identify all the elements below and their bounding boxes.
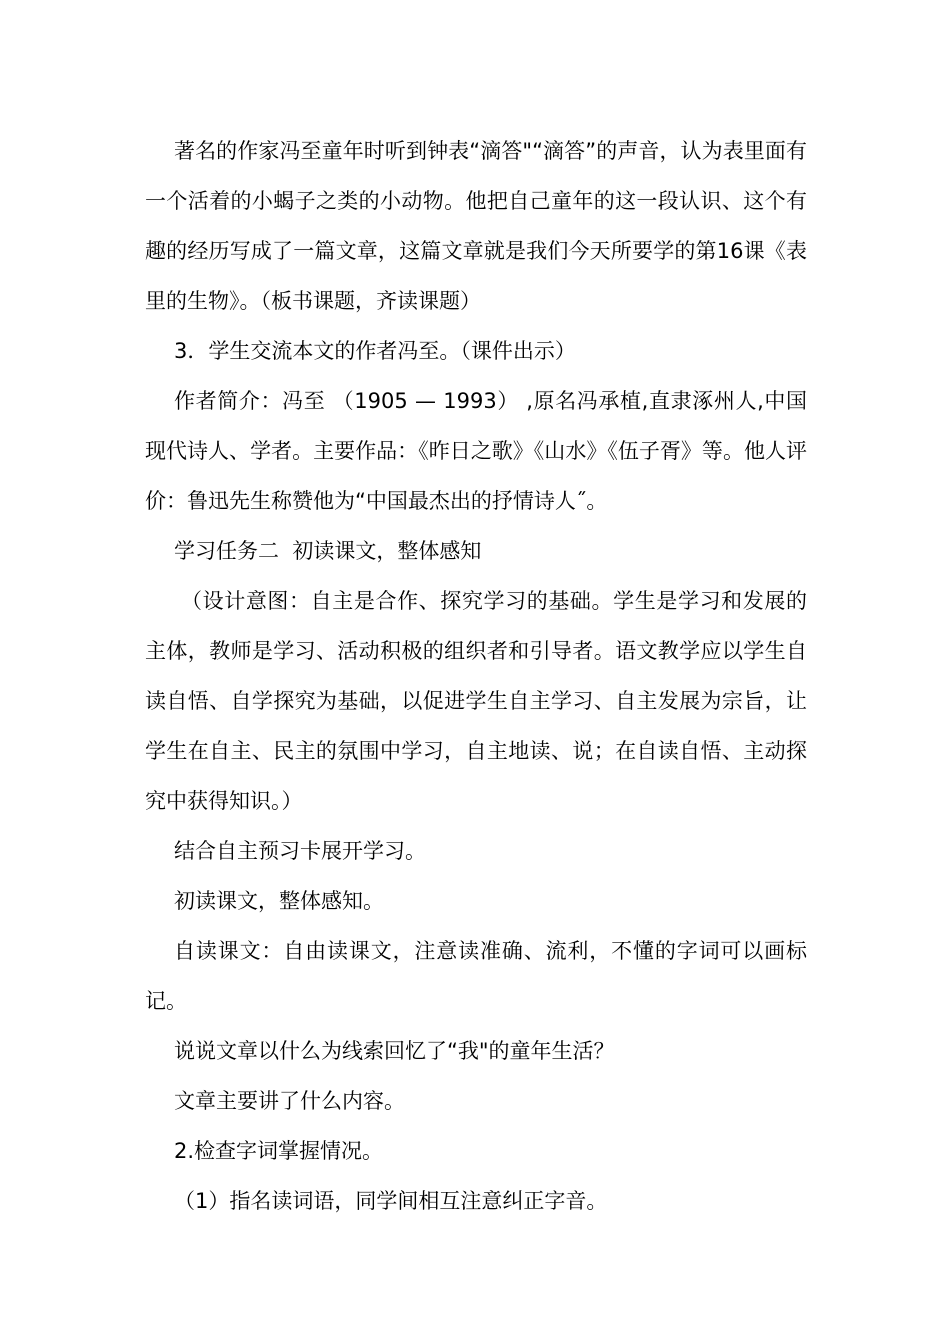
paragraph-preview-card: 结合自主预习卡展开学习。: [174, 839, 426, 863]
paragraph-question-clue: 说说文章以什么为线索回忆了“我"的童年生活？: [174, 1039, 615, 1063]
paragraph-author-intro: 作者简介：冯至 （1905 — 1993） ,原名冯承植,直隶涿州人,中国现代诗人、学者。主要作品：《昨日之歌》《山水》《伍子胥》等。他人评价：鲁迅先生称赞他为“中国最杰出的抒情诗人˝。: [145, 389, 807, 513]
paragraph-intro: 著名的作家冯至童年时听到钟表“滴答"“滴答”的声音，认为表里面有一个活着的小蝎子之类的小动物。他把自己童年的这一段认识、这个有趣的经历写成了一篇文章，这篇文章就是我们今天所要学的第16课《表里的生物》。（板书课题，齐读课题）: [145, 139, 807, 313]
paragraph-question-content: 文章主要讲了什么内容。: [174, 1089, 405, 1113]
paragraph-design-intent: （设计意图：自主是合作、探究学习的基础。学生是学习和发展的主体，教师是学习、活动积极的组织者和引导者。语文教学应以学生自读自悟、自学探究为基础，以促进学生自主学习、自主发展为宗旨，让学生在自主、民主的氛围中学习，自主地读、说；在自读自悟、主动探究中获得知识。）: [145, 589, 807, 813]
paragraph-step3: 3．学生交流本文的作者冯至。（课件出示）: [174, 339, 576, 363]
paragraph-step2-check: 2.检查字词掌握情况。: [174, 1139, 384, 1163]
paragraph-step2-1: （1）指名读词语，同学间相互注意纠正字音。: [174, 1189, 608, 1213]
paragraph-self-read: 自读课文：自由读课文，注意读准确、流利，不懂的字词可以画标记。: [145, 939, 807, 1013]
document-body: [145, 126, 807, 1226]
paragraph-first-read: 初读课文，整体感知。: [174, 889, 384, 913]
task2-heading: 学习任务二 初读课文，整体感知: [174, 539, 482, 563]
